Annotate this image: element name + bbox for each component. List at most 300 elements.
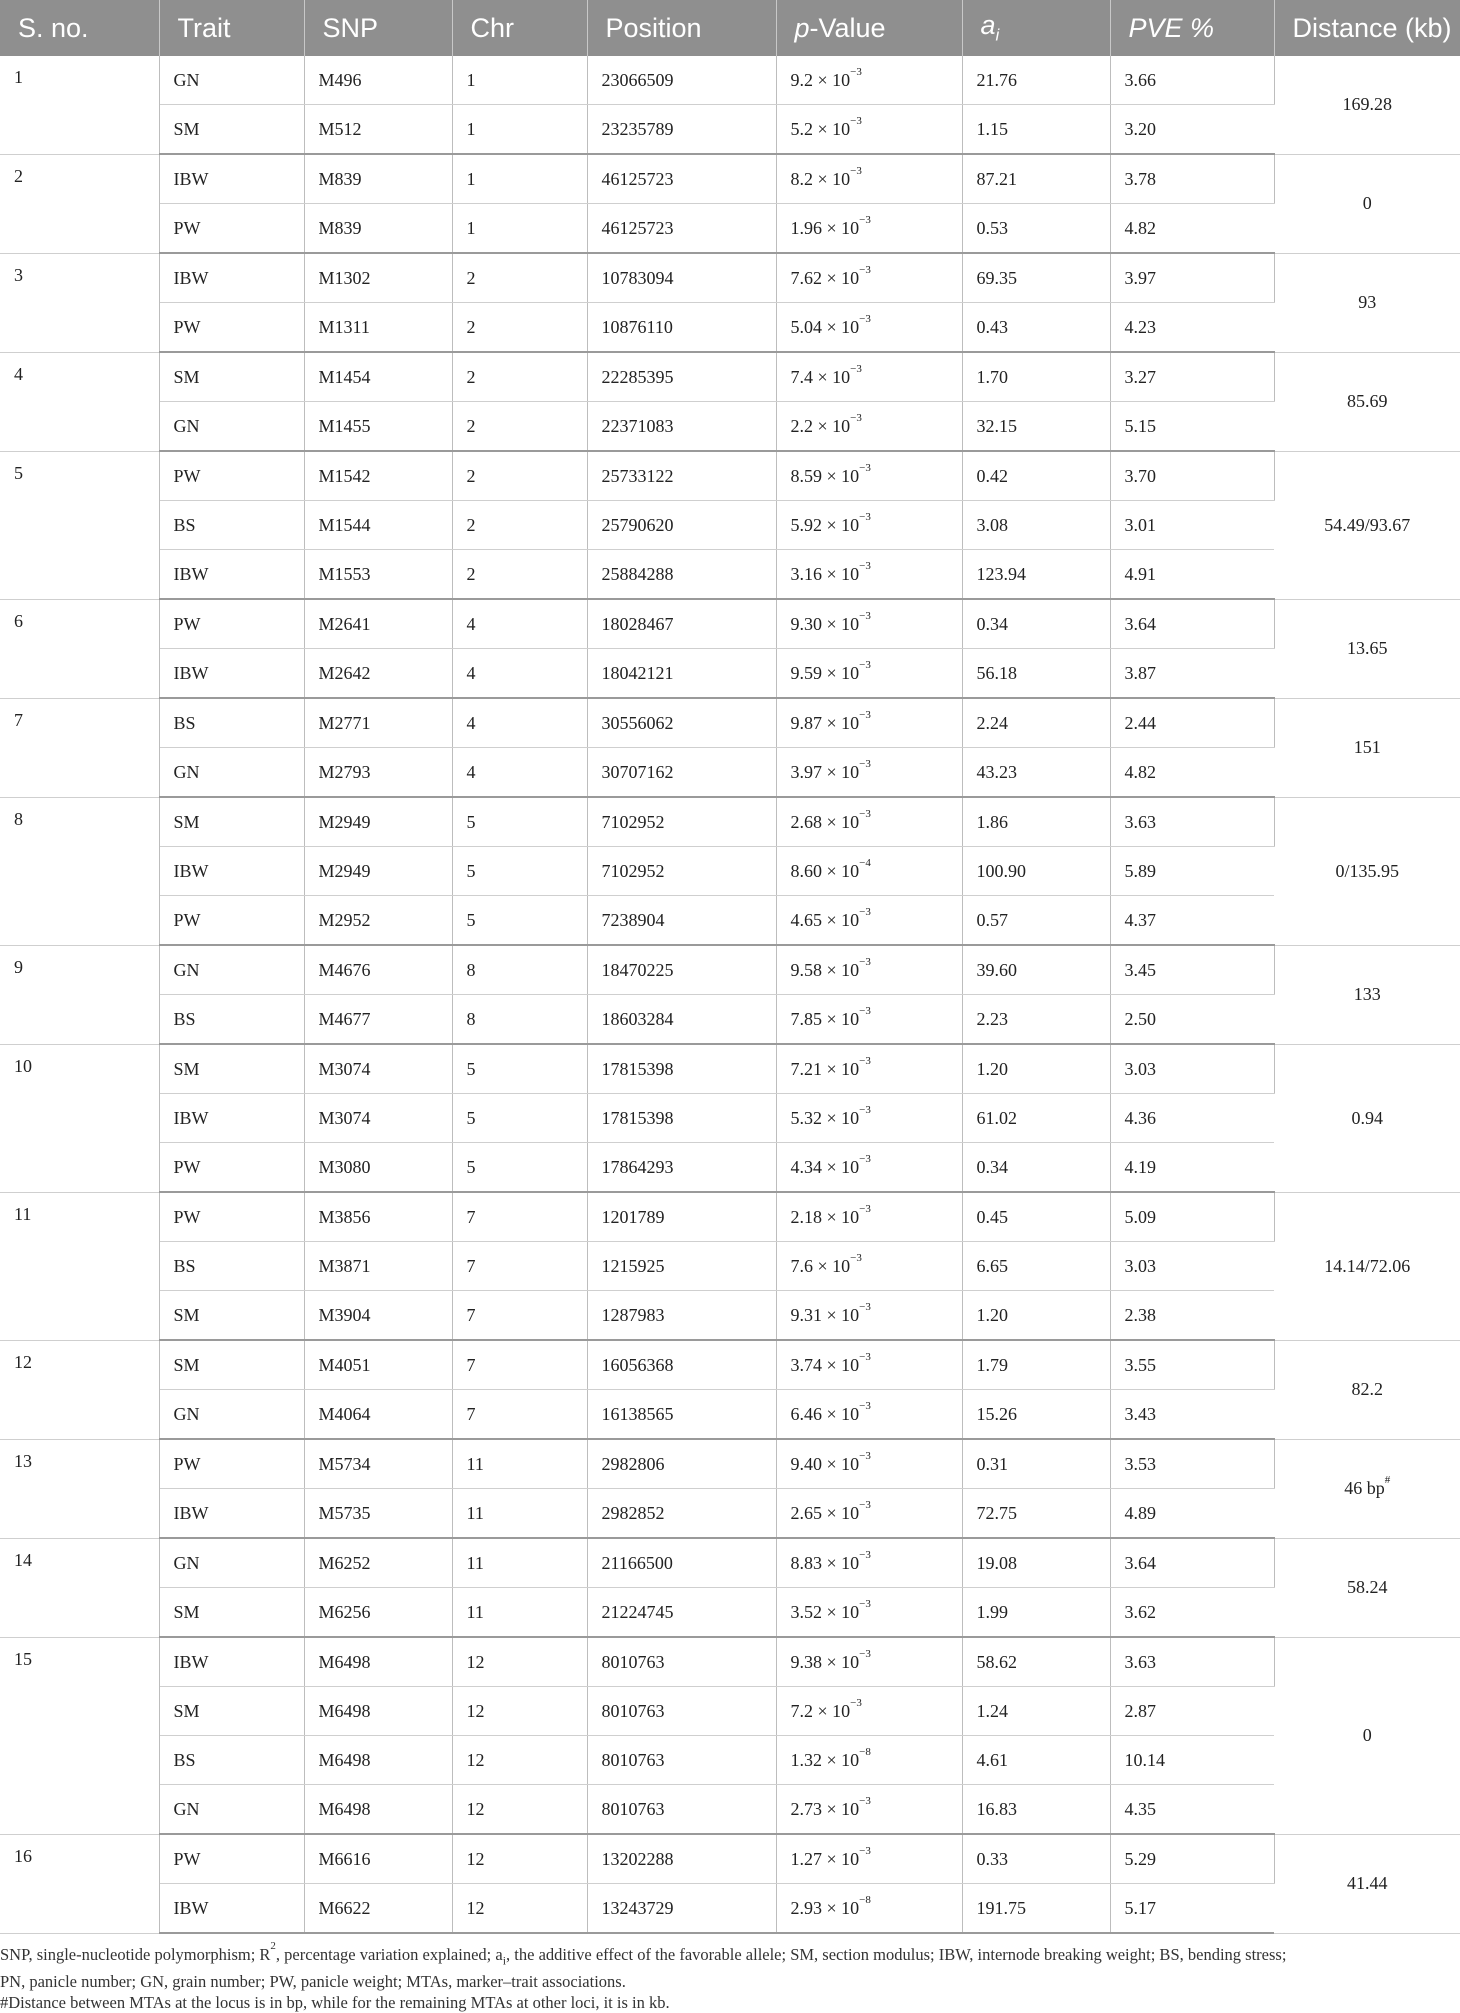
header-row: [0, 0, 1460, 56]
cell-pve: 4.36: [1110, 1094, 1274, 1143]
cell-position: 17864293: [587, 1143, 776, 1193]
cell-pve: 5.09: [1110, 1192, 1274, 1242]
pvalue-exponent: −3: [859, 312, 871, 325]
header-ai: $a_i$: [962, 0, 1110, 56]
table-row: [0, 1834, 1460, 1884]
cell-pve: 4.23: [1110, 303, 1274, 353]
cell-pvalue: $9.38 \times 10^{-3}$: [776, 1637, 962, 1687]
table-row: [0, 1884, 1460, 1934]
cell-snp: M839: [304, 204, 452, 254]
cell-chr: 11: [452, 1439, 587, 1489]
cell-position: 25733122: [587, 451, 776, 501]
cell-position: 1201789: [587, 1192, 776, 1242]
cell-position: 22285395: [587, 352, 776, 402]
pvalue-mantissa: 5.2: [790, 118, 813, 139]
cell-chr: 12: [452, 1834, 587, 1884]
pvalue-mantissa: 9.87: [790, 712, 822, 733]
cell-pve: 3.43: [1110, 1390, 1274, 1440]
pvalue-exponent: −3: [859, 1399, 871, 1412]
cell-distance: [1274, 599, 1460, 698]
cell-pvalue: $8.60 \times 10^{-4}$: [776, 847, 962, 896]
cell-trait: IBW: [159, 154, 304, 204]
table-row: [0, 204, 1460, 254]
cell-ai: 19.08: [962, 1538, 1110, 1588]
pvalue-exponent: −3: [859, 1794, 871, 1807]
pvalue-exponent: −3: [850, 114, 862, 127]
table-row: [0, 1094, 1460, 1143]
pvalue-mantissa: 8.2: [790, 168, 813, 189]
cell-ai: 1.70: [962, 352, 1110, 402]
cell-ai: 0.34: [962, 599, 1110, 649]
cell-ai: 0.42: [962, 451, 1110, 501]
cell-snp: M3904: [304, 1291, 452, 1341]
cell-ai: 21.76: [962, 56, 1110, 105]
pvalue-exponent: −4: [859, 856, 871, 869]
pvalue-mantissa: 1.96: [790, 217, 822, 238]
cell-pve: 4.82: [1110, 204, 1274, 254]
pvalue-exponent: −3: [850, 164, 862, 177]
pvalue-exponent: −3: [859, 1103, 871, 1116]
pvalue-exponent: −3: [859, 1647, 871, 1660]
cell-snp: M1542: [304, 451, 452, 501]
pvalue-mantissa: 2.93: [790, 1897, 822, 1918]
cell-chr: 2: [452, 501, 587, 550]
cell-sno: 3: [0, 253, 159, 352]
table-row: [0, 1044, 1460, 1094]
cell-pvalue: $9.87 \times 10^{-3}$: [776, 698, 962, 748]
table-row: [0, 1390, 1460, 1440]
table-row: [0, 649, 1460, 699]
header-pvalue: p-Value: [776, 0, 962, 56]
cell-distance: [1274, 698, 1460, 797]
cell-trait: IBW: [159, 847, 304, 896]
cell-position: 2982852: [587, 1489, 776, 1539]
cell-ai: 0.34: [962, 1143, 1110, 1193]
distance-value: 58.24: [1347, 1577, 1388, 1597]
cell-snp: M6252: [304, 1538, 452, 1588]
distance-value: 0/135.95: [1335, 860, 1399, 881]
pvalue-mantissa: 8.59: [790, 465, 822, 486]
cell-ai: 1.15: [962, 105, 1110, 155]
cell-trait: BS: [159, 501, 304, 550]
cell-pvalue: $3.74 \times 10^{-3}$: [776, 1340, 962, 1390]
cell-chr: 7: [452, 1242, 587, 1291]
table-row: [0, 1736, 1460, 1785]
pvalue-exponent: −3: [859, 213, 871, 226]
cell-position: 8010763: [587, 1785, 776, 1835]
cell-pve: 2.87: [1110, 1687, 1274, 1736]
cell-snp: M2952: [304, 896, 452, 946]
cell-trait: GN: [159, 402, 304, 452]
cell-pve: 5.17: [1110, 1884, 1274, 1934]
cell-ai: 61.02: [962, 1094, 1110, 1143]
table-row: [0, 1637, 1460, 1687]
pvalue-exponent: −3: [859, 708, 871, 721]
cell-trait: BS: [159, 1242, 304, 1291]
pvalue-mantissa: 4.34: [790, 1156, 822, 1177]
cell-trait: SM: [159, 1291, 304, 1341]
cell-position: 18042121: [587, 649, 776, 699]
cell-pvalue: $2.65 \times 10^{-3}$: [776, 1489, 962, 1539]
cell-ai: 6.65: [962, 1242, 1110, 1291]
cell-snp: M4064: [304, 1390, 452, 1440]
cell-distance: [1274, 56, 1460, 154]
cell-snp: M1455: [304, 402, 452, 452]
cell-ai: 69.35: [962, 253, 1110, 303]
cell-pvalue: $1.32 \times 10^{-8}$: [776, 1736, 962, 1785]
cell-chr: 5: [452, 1094, 587, 1143]
pvalue-mantissa: 7.6: [790, 1255, 813, 1276]
cell-chr: 5: [452, 847, 587, 896]
pvalue-exponent: −3: [850, 1696, 862, 1709]
cell-pvalue: $2.68 \times 10^{-3}$: [776, 797, 962, 847]
cell-pve: 3.03: [1110, 1242, 1274, 1291]
distance-value: 14.14/72.06: [1324, 1255, 1411, 1276]
table-row: [0, 748, 1460, 798]
distance-value: 41.44: [1347, 1873, 1388, 1893]
table-row: [0, 599, 1460, 649]
cell-position: 23235789: [587, 105, 776, 155]
cell-snp: M5734: [304, 1439, 452, 1489]
cell-distance: [1274, 797, 1460, 945]
cell-position: 8010763: [587, 1687, 776, 1736]
cell-distance: [1274, 1044, 1460, 1192]
cell-pve: 4.82: [1110, 748, 1274, 798]
pvalue-mantissa: 5.04: [790, 316, 822, 337]
cell-pvalue: $6.46 \times 10^{-3}$: [776, 1390, 962, 1440]
cell-distance: [1274, 352, 1460, 451]
cell-pve: 3.45: [1110, 945, 1274, 995]
table-row: [0, 1192, 1460, 1242]
cell-ai: 1.99: [962, 1588, 1110, 1638]
footnote-line-1: SNP, single-nucleotide polymorphism; $R^2$, percentage variation explained; $a_i$, the additive effect of the favorable allele; SM, section modulus; IBW, internode breaking weight; BS, bending stress;: [0, 1940, 1287, 1968]
table-row: [0, 1242, 1460, 1291]
cell-pvalue: $1.27 \times 10^{-3}$: [776, 1834, 962, 1884]
cell-position: 21224745: [587, 1588, 776, 1638]
pvalue-mantissa: 3.16: [790, 563, 822, 584]
cell-trait: SM: [159, 1687, 304, 1736]
cell-sno: 1: [0, 56, 159, 154]
cell-ai: 0.53: [962, 204, 1110, 254]
table-row: [0, 105, 1460, 155]
cell-ai: 1.79: [962, 1340, 1110, 1390]
table-row: [0, 1143, 1460, 1193]
cell-sno: 14: [0, 1538, 159, 1637]
cell-pve: 3.64: [1110, 1538, 1274, 1588]
table-row: [0, 797, 1460, 847]
cell-position: 2982806: [587, 1439, 776, 1489]
cell-pve: 10.14: [1110, 1736, 1274, 1785]
cell-chr: 2: [452, 253, 587, 303]
cell-pvalue: $7.62 \times 10^{-3}$: [776, 253, 962, 303]
cell-snp: M3074: [304, 1094, 452, 1143]
cell-pvalue: $8.59 \times 10^{-3}$: [776, 451, 962, 501]
table-row: [0, 1538, 1460, 1588]
distance-value: 0: [1362, 193, 1372, 213]
pvalue-exponent: −3: [850, 411, 862, 424]
cell-snp: M512: [304, 105, 452, 155]
cell-snp: M496: [304, 56, 452, 105]
cell-position: 30707162: [587, 748, 776, 798]
cell-chr: 12: [452, 1884, 587, 1934]
cell-snp: M2642: [304, 649, 452, 699]
cell-pvalue: $9.40 \times 10^{-3}$: [776, 1439, 962, 1489]
pvalue-mantissa: 3.74: [790, 1354, 822, 1375]
pvalue-exponent: −3: [859, 1597, 871, 1610]
cell-snp: M2949: [304, 847, 452, 896]
cell-trait: PW: [159, 1143, 304, 1193]
cell-pve: 4.37: [1110, 896, 1274, 946]
cell-snp: M1302: [304, 253, 452, 303]
cell-chr: 1: [452, 105, 587, 155]
cell-snp: M4051: [304, 1340, 452, 1390]
table-row: [0, 501, 1460, 550]
cell-position: 18470225: [587, 945, 776, 995]
cell-distance: [1274, 1340, 1460, 1439]
cell-snp: M1311: [304, 303, 452, 353]
cell-ai: 3.08: [962, 501, 1110, 550]
table-row: [0, 352, 1460, 402]
cell-pve: 5.89: [1110, 847, 1274, 896]
cell-pve: 3.78: [1110, 154, 1274, 204]
cell-sno: 5: [0, 451, 159, 599]
cell-position: 22371083: [587, 402, 776, 452]
cell-position: 18603284: [587, 995, 776, 1045]
cell-chr: 4: [452, 748, 587, 798]
pvalue-exponent: −3: [859, 1202, 871, 1215]
pvalue-mantissa: 2.65: [790, 1502, 822, 1523]
cell-pvalue: $8.83 \times 10^{-3}$: [776, 1538, 962, 1588]
pvalue-exponent: −3: [859, 807, 871, 820]
pvalue-mantissa: 9.58: [790, 959, 822, 980]
cell-sno: 2: [0, 154, 159, 253]
cell-pve: 3.20: [1110, 105, 1274, 155]
pvalue-exponent: −3: [850, 65, 862, 78]
cell-chr: 8: [452, 995, 587, 1045]
cell-trait: IBW: [159, 1489, 304, 1539]
cell-distance: [1274, 1192, 1460, 1340]
cell-trait: IBW: [159, 1637, 304, 1687]
table-row: [0, 1439, 1460, 1489]
cell-position: 7238904: [587, 896, 776, 946]
cell-chr: 2: [452, 303, 587, 353]
distance-value: 85.69: [1347, 391, 1388, 411]
cell-chr: 8: [452, 945, 587, 995]
cell-trait: SM: [159, 1340, 304, 1390]
cell-snp: M6498: [304, 1687, 452, 1736]
cell-snp: M3871: [304, 1242, 452, 1291]
cell-snp: M4676: [304, 945, 452, 995]
cell-distance: [1274, 1637, 1460, 1834]
pvalue-exponent: −3: [859, 1152, 871, 1165]
table-row: [0, 1291, 1460, 1341]
distance-value: 93: [1358, 292, 1377, 312]
cell-pve: 3.64: [1110, 599, 1274, 649]
cell-pvalue: $5.2 \times 10^{-3}$: [776, 105, 962, 155]
cell-ai: 0.43: [962, 303, 1110, 353]
cell-pvalue: $5.04 \times 10^{-3}$: [776, 303, 962, 353]
cell-pvalue: $9.58 \times 10^{-3}$: [776, 945, 962, 995]
cell-snp: M2793: [304, 748, 452, 798]
pvalue-mantissa: 9.2: [790, 69, 813, 90]
pvalue-exponent: −3: [859, 559, 871, 572]
distance-footnote-mark: #: [1384, 1474, 1391, 1486]
cell-trait: BS: [159, 1736, 304, 1785]
cell-pvalue: $9.30 \times 10^{-3}$: [776, 599, 962, 649]
cell-trait: GN: [159, 1785, 304, 1835]
distance-value: 0.94: [1351, 1107, 1383, 1128]
cell-ai: 1.24: [962, 1687, 1110, 1736]
table-row: [0, 698, 1460, 748]
cell-sno: 12: [0, 1340, 159, 1439]
cell-chr: 7: [452, 1291, 587, 1341]
pvalue-exponent: −3: [859, 1449, 871, 1462]
cell-ai: 32.15: [962, 402, 1110, 452]
pvalue-exponent: −3: [859, 1300, 871, 1313]
cell-ai: 1.86: [962, 797, 1110, 847]
cell-snp: M1454: [304, 352, 452, 402]
cell-chr: 12: [452, 1736, 587, 1785]
cell-ai: 100.90: [962, 847, 1110, 896]
distance-value: 13.65: [1347, 638, 1388, 658]
cell-pvalue: $2.18 \times 10^{-3}$: [776, 1192, 962, 1242]
pvalue-mantissa: 2.18: [790, 1206, 822, 1227]
pvalue-mantissa: 9.38: [790, 1651, 822, 1672]
cell-pvalue: $2.73 \times 10^{-3}$: [776, 1785, 962, 1835]
cell-sno: 13: [0, 1439, 159, 1538]
cell-pvalue: $4.65 \times 10^{-3}$: [776, 896, 962, 946]
cell-pvalue: $5.92 \times 10^{-3}$: [776, 501, 962, 550]
cell-position: 25884288: [587, 550, 776, 600]
cell-pve: 2.50: [1110, 995, 1274, 1045]
pvalue-exponent: −3: [859, 905, 871, 918]
cell-trait: IBW: [159, 253, 304, 303]
cell-pve: 4.35: [1110, 1785, 1274, 1835]
cell-ai: 56.18: [962, 649, 1110, 699]
cell-pve: 3.62: [1110, 1588, 1274, 1638]
cell-pvalue: $9.2 \times 10^{-3}$: [776, 56, 962, 105]
distance-value: 0: [1362, 1725, 1372, 1745]
pvalue-exponent: −3: [859, 263, 871, 276]
cell-position: 25790620: [587, 501, 776, 550]
pvalue-mantissa: 7.2: [790, 1700, 813, 1721]
cell-chr: 12: [452, 1637, 587, 1687]
cell-sno: 8: [0, 797, 159, 945]
cell-chr: 2: [452, 550, 587, 600]
pvalue-mantissa: 5.92: [790, 514, 822, 535]
cell-position: 46125723: [587, 204, 776, 254]
cell-ai: 191.75: [962, 1884, 1110, 1934]
header-sno: S. no.: [0, 0, 159, 56]
header-trait: Trait: [159, 0, 304, 56]
cell-snp: M5735: [304, 1489, 452, 1539]
pvalue-mantissa: 5.32: [790, 1107, 822, 1128]
cell-trait: PW: [159, 599, 304, 649]
cell-ai: 72.75: [962, 1489, 1110, 1539]
cell-trait: GN: [159, 56, 304, 105]
pvalue-exponent: −3: [859, 1054, 871, 1067]
cell-pve: 5.29: [1110, 1834, 1274, 1884]
cell-snp: M3080: [304, 1143, 452, 1193]
cell-pvalue: $5.32 \times 10^{-3}$: [776, 1094, 962, 1143]
cell-snp: M2641: [304, 599, 452, 649]
cell-pvalue: $3.97 \times 10^{-3}$: [776, 748, 962, 798]
table-row: [0, 1785, 1460, 1835]
cell-sno: 10: [0, 1044, 159, 1192]
pvalue-exponent: −8: [859, 1745, 871, 1758]
cell-chr: 2: [452, 451, 587, 501]
table-row: [0, 253, 1460, 303]
cell-chr: 7: [452, 1340, 587, 1390]
cell-chr: 7: [452, 1192, 587, 1242]
cell-chr: 12: [452, 1687, 587, 1736]
table-row: [0, 1340, 1460, 1390]
pvalue-exponent: −3: [859, 510, 871, 523]
cell-sno: 15: [0, 1637, 159, 1834]
cell-ai: 15.26: [962, 1390, 1110, 1440]
cell-ai: 0.31: [962, 1439, 1110, 1489]
cell-position: 17815398: [587, 1094, 776, 1143]
distance-value: 82.2: [1351, 1379, 1383, 1399]
cell-trait: GN: [159, 1538, 304, 1588]
pvalue-mantissa: 9.59: [790, 662, 822, 683]
cell-pvalue: $2.2 \times 10^{-3}$: [776, 402, 962, 452]
cell-pvalue: $7.2 \times 10^{-3}$: [776, 1687, 962, 1736]
cell-pvalue: $7.6 \times 10^{-3}$: [776, 1242, 962, 1291]
cell-ai: 2.23: [962, 995, 1110, 1045]
cell-pvalue: $2.93 \times 10^{-8}$: [776, 1884, 962, 1934]
cell-distance: [1274, 253, 1460, 352]
pvalue-mantissa: 7.62: [790, 267, 822, 288]
cell-pve: 5.15: [1110, 402, 1274, 452]
cell-trait: SM: [159, 1588, 304, 1638]
table-row: [0, 847, 1460, 896]
pvalue-mantissa: 9.40: [790, 1453, 822, 1474]
pvalue-exponent: −3: [859, 1844, 871, 1857]
table-row: [0, 402, 1460, 452]
cell-sno: 11: [0, 1192, 159, 1340]
cell-trait: IBW: [159, 1094, 304, 1143]
cell-pvalue: $9.31 \times 10^{-3}$: [776, 1291, 962, 1341]
cell-pvalue: $7.4 \times 10^{-3}$: [776, 352, 962, 402]
cell-trait: PW: [159, 1192, 304, 1242]
cell-trait: BS: [159, 698, 304, 748]
cell-pve: 3.66: [1110, 56, 1274, 105]
cell-ai: 16.83: [962, 1785, 1110, 1835]
pvalue-mantissa: 4.65: [790, 909, 822, 930]
table-row: [0, 550, 1460, 600]
cell-chr: 11: [452, 1538, 587, 1588]
cell-chr: 4: [452, 599, 587, 649]
cell-pve: 3.87: [1110, 649, 1274, 699]
cell-snp: M1544: [304, 501, 452, 550]
cell-trait: SM: [159, 352, 304, 402]
cell-chr: 1: [452, 204, 587, 254]
cell-trait: GN: [159, 748, 304, 798]
cell-chr: 2: [452, 352, 587, 402]
pvalue-exponent: −3: [850, 1251, 862, 1264]
cell-chr: 5: [452, 896, 587, 946]
cell-chr: 1: [452, 154, 587, 204]
cell-pvalue: $3.16 \times 10^{-3}$: [776, 550, 962, 600]
table-row: [0, 451, 1460, 501]
cell-position: 7102952: [587, 847, 776, 896]
pvalue-mantissa: 7.85: [790, 1008, 822, 1029]
pvalue-mantissa: 8.83: [790, 1552, 822, 1573]
cell-position: 46125723: [587, 154, 776, 204]
cell-snp: M2949: [304, 797, 452, 847]
cell-pvalue: $9.59 \times 10^{-3}$: [776, 649, 962, 699]
